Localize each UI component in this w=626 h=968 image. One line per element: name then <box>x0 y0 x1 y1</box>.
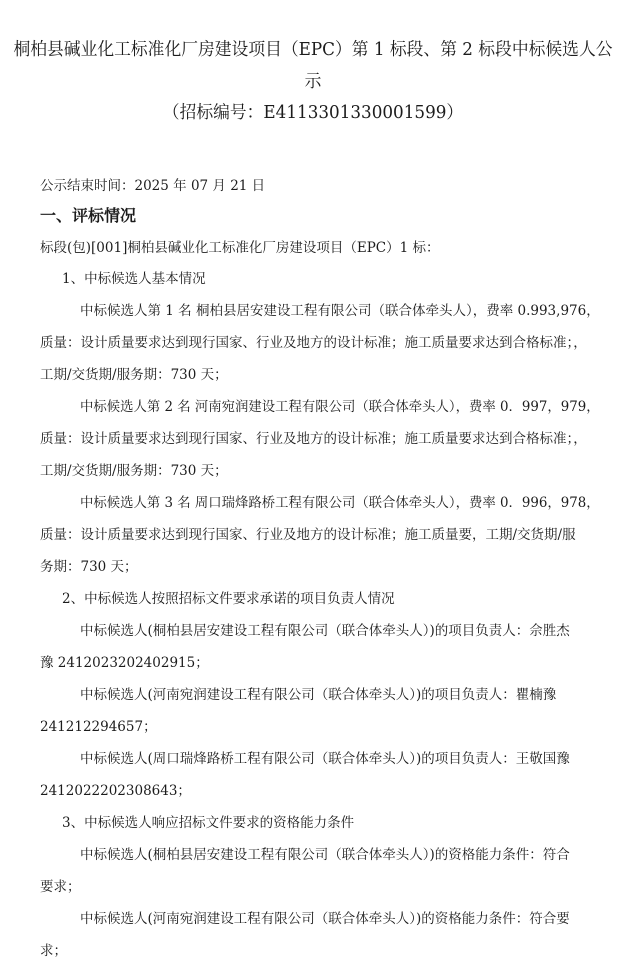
document-title-line-1: 桐柏县碱业化工标准化厂房建设项目（EPC）第 1 标段、第 2 标段中标候选人公 <box>13 40 613 60</box>
candidate-3-line-1: 中标候选人第 3 名 周口瑞烽路桥工程有限公司（联合体牵头人），费率 0．996，978， <box>80 495 600 511</box>
announcement-end-time: 公示结束时间：2025 年 07 月 21 日 <box>40 178 266 194</box>
tender-number: （招标编号：E4113301330001599） <box>162 103 464 123</box>
qualification-2-line-2: 求； <box>40 943 67 959</box>
subsection-heading-project-managers: 2、中标候选人按照招标文件要求承诺的项目负责人情况 <box>62 591 395 607</box>
candidate-3-line-3: 务期：730 天； <box>40 559 138 575</box>
candidate-1-line-3: 工期/交货期/服务期：730 天； <box>40 367 228 383</box>
document-title-line-2: 示 <box>304 72 322 92</box>
project-manager-2-line-1: 中标候选人(河南宛润建设工程有限公司（联合体牵头人）)的项目负责人：瞿楠豫 <box>80 687 557 703</box>
project-manager-2-line-2: 241212294657； <box>40 719 157 735</box>
candidate-2-line-2: 质量：设计质量要求达到现行国家、行业及地方的设计标准；施工质量要求达到合格标准；， <box>40 431 587 447</box>
section-heading-evaluation: 一、评标情况 <box>40 206 137 225</box>
candidate-1-line-1: 中标候选人第 1 名 桐柏县居安建设工程有限公司（联合体牵头人），费率 0.993,976， <box>80 303 600 319</box>
project-manager-3-line-1: 中标候选人(周口瑞烽路桥工程有限公司（联合体牵头人）)的项目负责人：王敬国豫 <box>80 751 570 767</box>
candidate-1-line-2: 质量：设计质量要求达到现行国家、行业及地方的设计标准；施工质量要求达到合格标准；， <box>40 335 587 351</box>
lot-title: 标段(包)[001]桐柏县碱业化工标准化厂房建设项目（EPC）1 标： <box>40 240 440 256</box>
subsection-heading-qualifications: 3、中标候选人响应招标文件要求的资格能力条件 <box>62 815 355 831</box>
qualification-1-line-1: 中标候选人(桐柏县居安建设工程有限公司（联合体牵头人）)的资格能力条件：符合 <box>80 847 570 863</box>
candidate-2-line-3: 工期/交货期/服务期：730 天； <box>40 463 228 479</box>
qualification-2-line-1: 中标候选人(河南宛润建设工程有限公司（联合体牵头人）)的资格能力条件：符合要 <box>80 911 570 927</box>
project-manager-1-line-1: 中标候选人(桐柏县居安建设工程有限公司（联合体牵头人）)的项目负责人：佘胜杰 <box>80 623 570 639</box>
project-manager-3-line-2: 2412022202308643； <box>40 783 191 799</box>
project-manager-1-line-2: 豫 2412023202402915； <box>40 655 209 671</box>
candidate-2-line-1: 中标候选人第 2 名 河南宛润建设工程有限公司（联合体牵头人），费率 0．997，979， <box>80 399 600 415</box>
candidate-3-line-2: 质量：设计质量要求达到现行国家、行业及地方的设计标准；施工质量要，工期/交货期/服 <box>40 527 576 543</box>
subsection-heading-candidates: 1、中标候选人基本情况 <box>62 271 206 287</box>
qualification-1-line-2: 要求； <box>40 879 81 895</box>
